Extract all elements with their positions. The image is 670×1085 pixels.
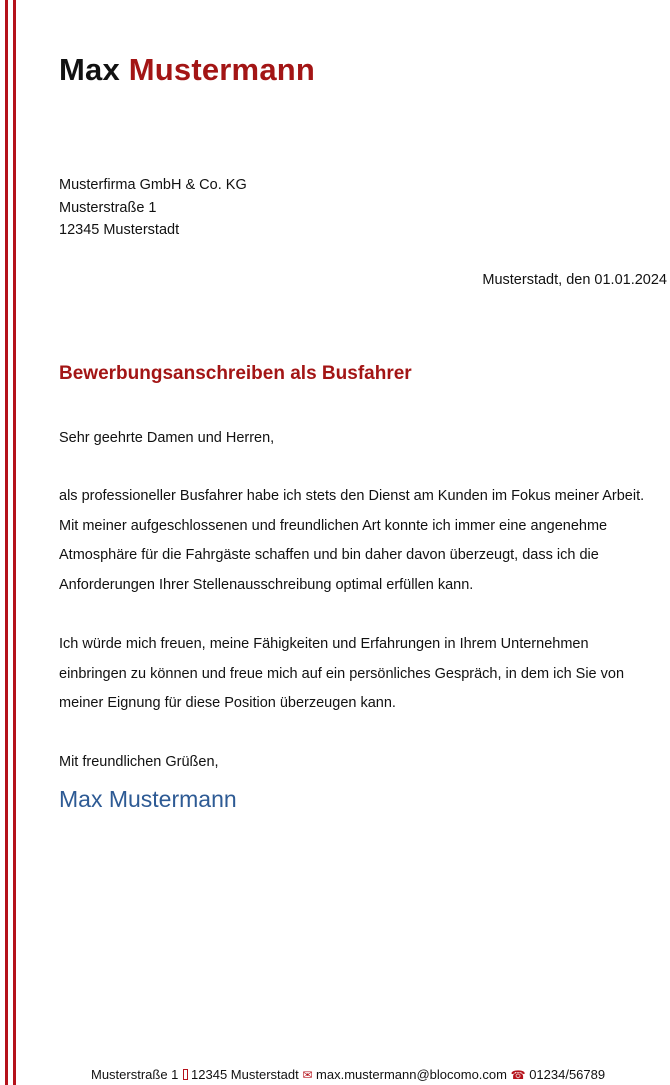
body-paragraph-2 [59, 630, 669, 719]
paragraph-line: Ich würde mich freuen, meine Fähigkeiten und Erfahrungen in Ihrem Unternehmen [59, 636, 589, 652]
recipient-address [59, 174, 247, 242]
phone-icon: ☎ [510, 1068, 526, 1082]
paragraph-line: als professioneller Busfahrer habe ich stets den Dienst am Kunden im Fokus meiner Arbeit. [59, 488, 645, 504]
closing-phrase: Mit freundlichen Grüßen, [59, 754, 219, 770]
letter-subject: Bewerbungsanschreiben als Busfahrer [59, 363, 412, 384]
footer-contact-line [91, 1066, 605, 1084]
applicant-first-name: Max [59, 52, 120, 87]
paragraph-line: Mit meiner aufgeschlossenen und freundlichen Art konnte ich immer eine angenehme [59, 517, 608, 534]
paragraph-line: Anforderungen Ihrer Stellenausschreibung optimal erfüllen kann. [59, 576, 474, 593]
salutation: Sehr geehrte Damen und Herren, [59, 430, 275, 446]
footer-street: Musterstraße 1 [91, 1067, 179, 1082]
footer-email: max.mustermann@blocomo.com [316, 1067, 507, 1082]
date-line: Musterstadt, den 01.01.2024 [482, 272, 667, 288]
recipient-company: Musterfirma GmbH & Co. KG [59, 177, 247, 193]
mail-icon: ✉ [302, 1068, 313, 1082]
recipient-street: Musterstraße 1 [59, 199, 157, 216]
location-icon [183, 1069, 188, 1080]
footer-city: 12345 Musterstadt [191, 1067, 299, 1082]
paragraph-line: meiner Eignung für diese Position überzeugen kann. [59, 695, 396, 711]
signature: Max Mustermann [59, 786, 237, 812]
paragraph-line: Atmosphäre für die Fahrgäste schaffen und bin daher davon überzeugt, dass ich die [59, 547, 599, 563]
applicant-name-heading [59, 50, 315, 90]
left-border-bar-inner [13, 0, 16, 1085]
recipient-city: 12345 Musterstadt [59, 222, 180, 238]
footer-phone: 01234/56789 [529, 1067, 606, 1082]
paragraph-line: einbringen zu können und freue mich auf ein persönliches Gespräch, in dem ich Sie von [59, 665, 625, 682]
left-border-bar-outer [5, 0, 8, 1085]
applicant-last-name: Mustermann [128, 52, 316, 87]
body-paragraph-1 [59, 482, 669, 600]
